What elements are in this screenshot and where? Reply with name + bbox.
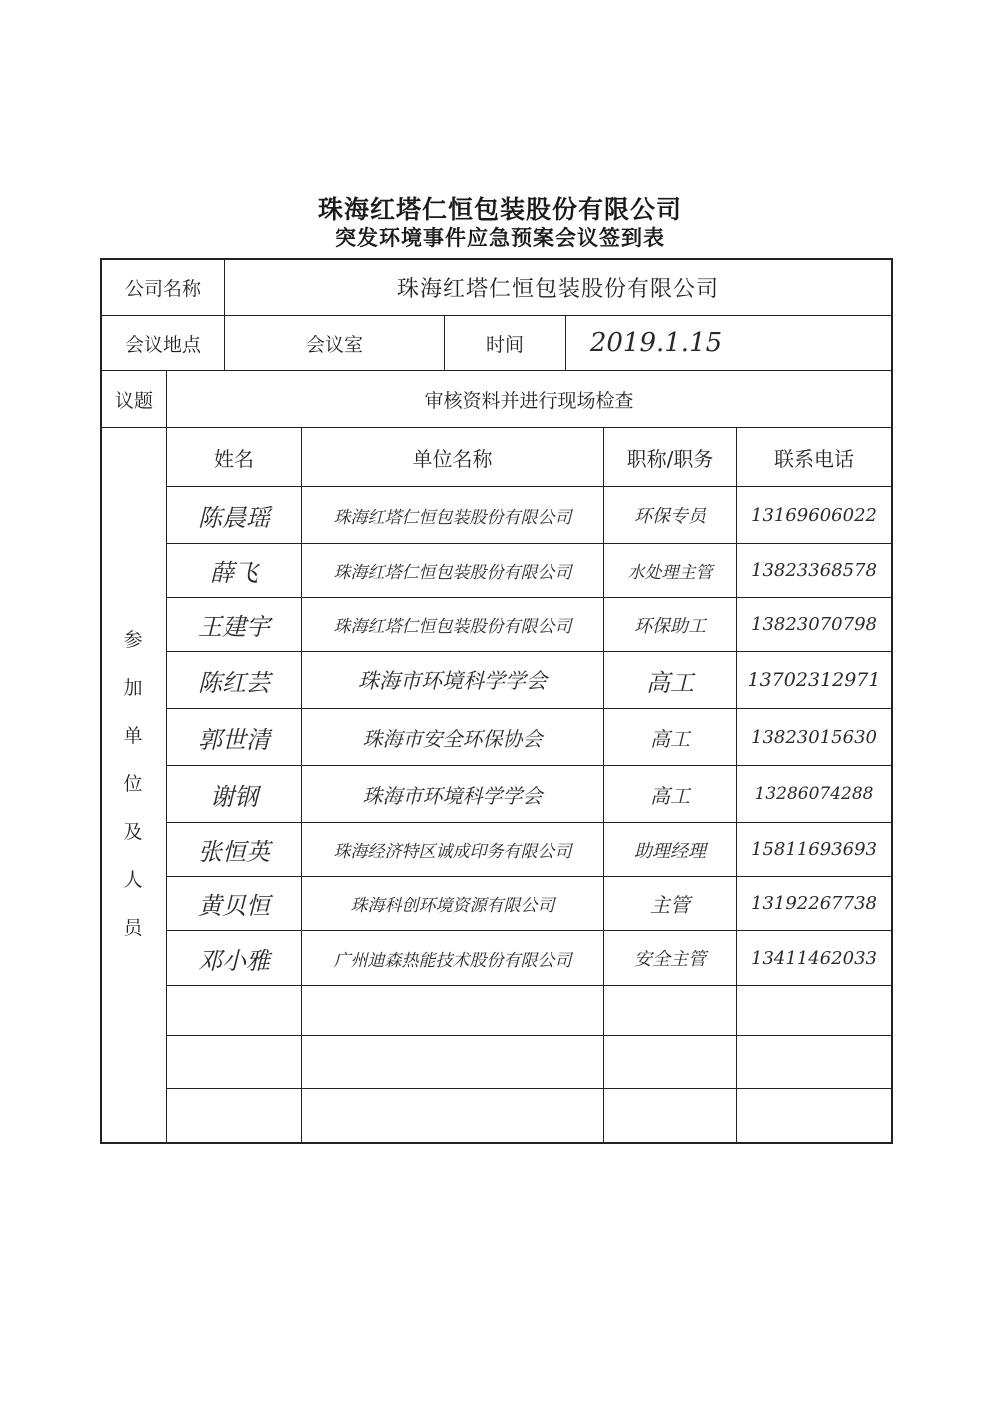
attendee-name: 谢钢 xyxy=(210,782,258,811)
header-title: 职称/职务 xyxy=(626,446,714,471)
attendee-phone: 13411462033 xyxy=(751,947,877,969)
side-label-char: 位 xyxy=(123,773,143,795)
attendee-title: 环保助工 xyxy=(634,615,706,637)
attendee-name: 郭世清 xyxy=(198,725,270,754)
form-title: 突发环境事件应急预案会议签到表 xyxy=(335,225,665,250)
attendee-name: 张恒英 xyxy=(198,838,270,866)
attendee-name: 王建宇 xyxy=(198,613,270,641)
time-value: 2019.1.15 xyxy=(589,328,723,358)
row-divider xyxy=(166,985,893,986)
attendee-phone: 13169606022 xyxy=(751,504,877,526)
attendee-name: 陈晨瑶 xyxy=(198,503,270,532)
attendee-phone: 13286074288 xyxy=(754,784,874,804)
attendee-title: 水处理主管 xyxy=(627,563,713,583)
attendee-title: 高工 xyxy=(646,668,694,697)
attendee-name: 黄贝恒 xyxy=(198,892,270,920)
attendee-phone: 15811693693 xyxy=(751,839,877,860)
header-phone: 联系电话 xyxy=(774,446,854,471)
side-label-char: 员 xyxy=(123,917,143,939)
topic-value: 审核资料并进行现场检查 xyxy=(424,389,634,412)
time-label: 时间 xyxy=(485,333,524,356)
company-label: 公司名称 xyxy=(124,278,201,300)
side-label-char: 及 xyxy=(123,821,143,843)
row-divider xyxy=(166,1035,893,1036)
attendee-unit: 珠海红塔仁恒包装股份有限公司 xyxy=(333,507,572,528)
attendee-title: 高工 xyxy=(650,783,690,808)
header-unit: 单位名称 xyxy=(412,446,493,471)
company-value: 珠海红塔仁恒包装股份有限公司 xyxy=(396,277,719,302)
attendee-unit: 珠海市安全环保协会 xyxy=(362,726,543,751)
attendee-unit: 珠海红塔仁恒包装股份有限公司 xyxy=(333,563,572,583)
side-label-char: 加 xyxy=(123,677,143,699)
attendee-unit: 珠海经济特区诚成印务有限公司 xyxy=(333,842,572,862)
header-name: 姓名 xyxy=(214,446,254,471)
attendee-name: 邓小雅 xyxy=(198,946,270,975)
attendee-title: 高工 xyxy=(650,726,690,751)
row-divider xyxy=(166,1088,893,1089)
attendee-phone: 13823070798 xyxy=(751,614,877,635)
location-label: 会议地点 xyxy=(124,333,201,356)
attendee-unit: 珠海科创环境资源有限公司 xyxy=(350,896,555,916)
company-title: 珠海红塔仁恒包装股份有限公司 xyxy=(317,195,682,224)
table-border-right xyxy=(891,258,893,1144)
attendee-title: 安全主管 xyxy=(634,949,706,970)
attendee-unit: 珠海市环境科学学会 xyxy=(358,669,547,693)
attendee-title: 助理经理 xyxy=(634,840,706,862)
attendees-side-label xyxy=(100,616,166,952)
attendee-unit: 珠海红塔仁恒包装股份有限公司 xyxy=(333,617,572,637)
attendee-unit: 广州迪森热能技术股份有限公司 xyxy=(333,950,572,971)
attendee-unit: 珠海市环境科学学会 xyxy=(362,783,543,808)
attendee-name: 薛飞 xyxy=(210,559,258,587)
side-label-char: 人 xyxy=(123,869,143,891)
attendee-phone: 13702312971 xyxy=(747,669,881,691)
attendee-phone: 13823015630 xyxy=(751,726,877,748)
attendee-name: 陈红芸 xyxy=(198,668,270,697)
location-value: 会议室 xyxy=(305,333,363,356)
topic-label: 议题 xyxy=(114,389,153,412)
side-label-char: 参 xyxy=(123,629,143,651)
attendee-phone: 13192267738 xyxy=(751,893,877,914)
attendee-phone: 13823368578 xyxy=(751,560,877,581)
attendee-title: 环保专员 xyxy=(634,506,706,527)
table-border-bottom xyxy=(100,1142,893,1144)
side-label-char: 单 xyxy=(123,725,143,747)
attendee-title: 主管 xyxy=(650,893,690,917)
